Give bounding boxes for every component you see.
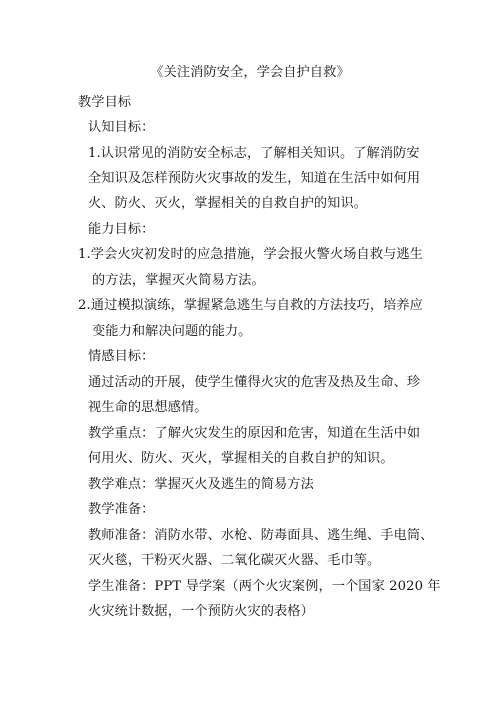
cognitive-goals-heading: 认知目标： [88,120,155,135]
teaching-key-points: 何用火、防火、灭火，掌握相关的自救自护的知识。 [88,451,394,466]
student-preparation: 学生准备：PPT 导学案（两个火灾案例，一个国家 2020 年 [88,579,441,594]
teaching-difficulty: 教学难点：掌握灭火及逃生的简易方法 [88,477,314,492]
ability-goal-1-text: 1.学会火灾初发时的应急措施，学会报火警火场自救与逃生 [78,247,423,262]
emotion-goals-heading: 情感目标： [88,349,155,364]
emotion-goal-text: 通过活动的开展，使学生懂得火灾的危害及热及生命、珍 [88,375,421,390]
teacher-preparation: 灭火毯，干粉灭火器、二氧化碳灭火器、毛巾等。 [88,553,381,568]
cognitive-goal-text: 全知识及怎样预防火灾事故的发生，知道在生活中如何用 [88,171,421,186]
student-preparation: 火灾统计数据，一个预防火灾的表格） [88,604,314,619]
emotion-goal-text: 视生命的思想感情。 [88,400,208,415]
document-title: 《关注消防安全，学会自护自救》 [150,65,350,80]
ability-goal-2-text: 变能力和解决问题的能力。 [92,324,252,339]
cognitive-goal-text: 火、防火、灭火，掌握相关的自救自护的知识。 [88,196,368,211]
section-heading-teaching-goals: 教学目标 [78,95,132,110]
ability-goals-heading: 能力目标： [88,222,155,237]
teacher-preparation: 教师准备：消防水带、水枪、防毒面具、逃生绳、手电筒、 [88,528,434,543]
teaching-key-points: 教学重点：了解火灾发生的原因和危害，知道在生活中如 [88,426,421,441]
teaching-preparation-heading: 教学准备： [88,502,155,517]
ability-goal-2-text: 2.通过模拟演练，掌握紧急逃生与自救的方法技巧，培养应 [78,298,423,313]
cognitive-goal-text: 1.认识常见的消防安全标志，了解相关知识。了解消防安 [88,146,420,161]
ability-goal-1-text: 的方法，掌握灭火简易方法。 [92,273,265,288]
